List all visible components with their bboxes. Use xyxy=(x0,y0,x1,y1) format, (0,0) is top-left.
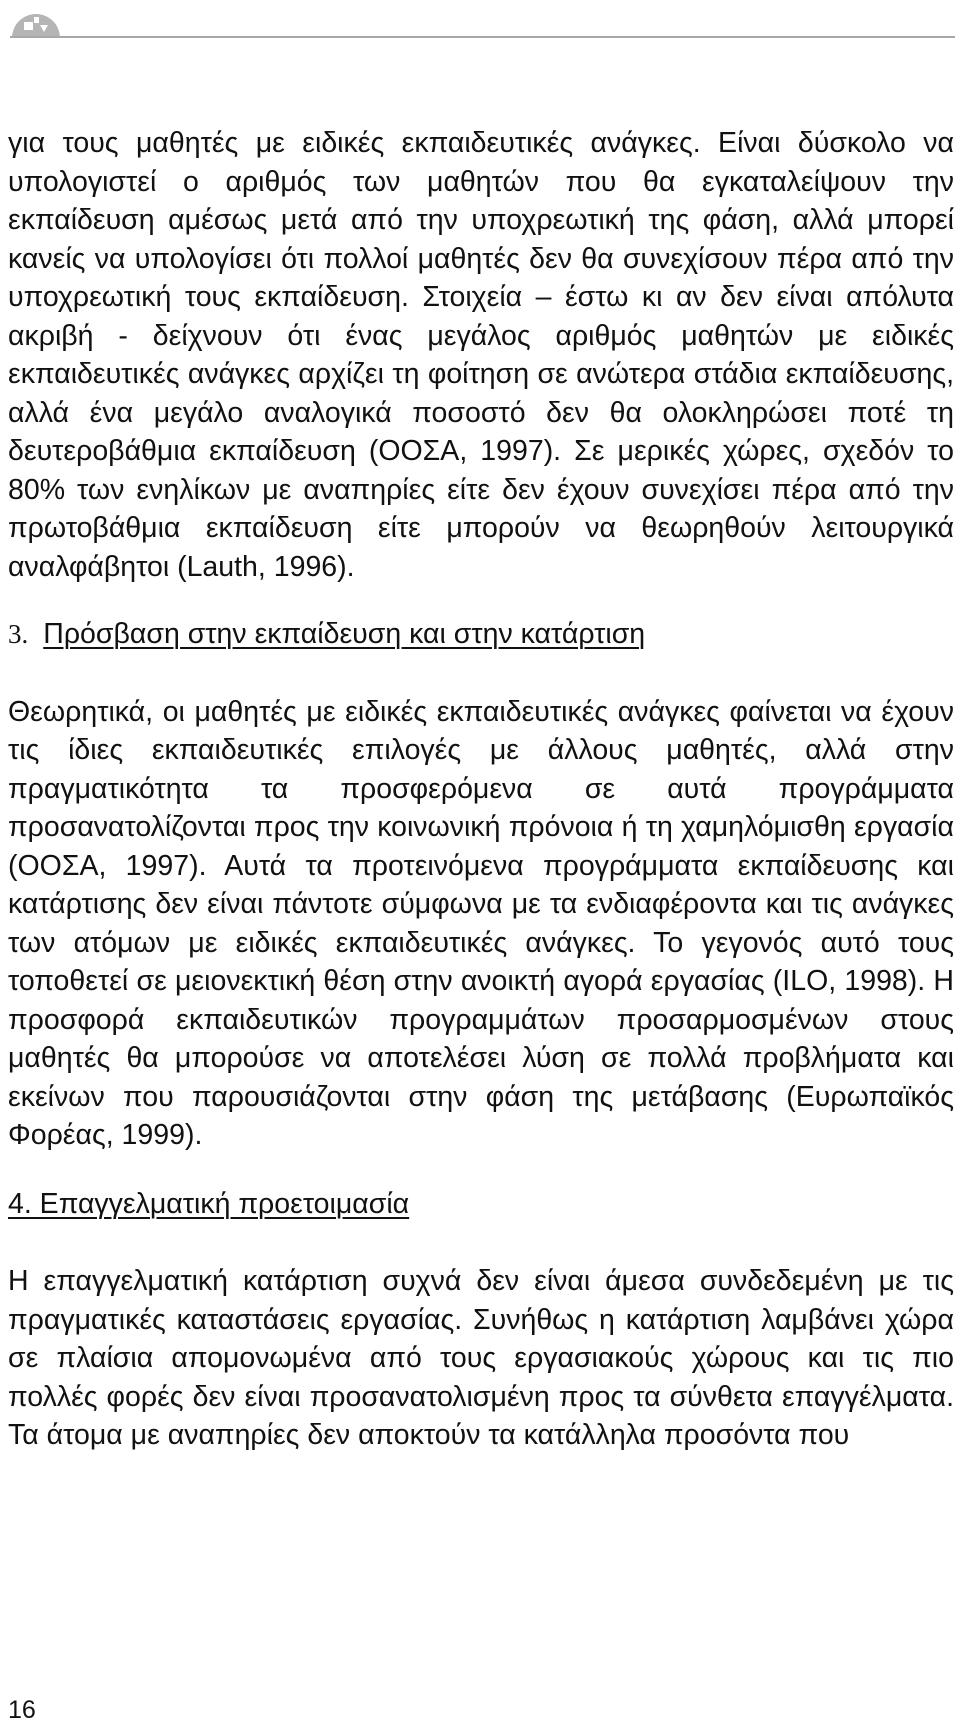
paragraph-1: για τους μαθητές με ειδικές εκπαιδευτικές ανάγκες. Είναι δύσκολο να υπολογιστεί ο αριθμός των μαθητών που θα εγκαταλείψουν την εκπαίδευση αμέσως μετά από την υποχρεωτική της φάση, αλλά μπορεί κανείς να υπολογίσει ότι πολλοί μαθητές δεν θα συνεχίσουν πέρα από την υποχρεωτική τους εκπαίδευση. Στοιχεία – έστω κι αν δεν είναι απόλυτα ακριβή - δείχνουν ότι ένας μεγάλος αριθμός μαθητών με ειδικές εκπαιδευτικές ανάγκες αρχίζει τη φοίτηση σε ανώτερα στάδια εκπαίδευσης, αλλά ένα μεγάλο αναλογικά ποσοστό δεν θα ολοκληρώσει ποτέ τη δευτεροβάθμια εκπαίδευση (ΟΟΣΑ, 1997). Σε μερικές χώρες, σχεδόν το 80% των ενηλίκων με αναπηρίες είτε δεν έχουν συνεχίσει πέρα από την πρωτοβάθμια εκπαίδευση είτε μπορούν να θεωρηθούν λειτουργικά αναλφάβητοι (Lauth, 1996). xyxy=(8,127,954,583)
paragraph-3: Η επαγγελματική κατάρτιση συχνά δεν είναι άμεσα συνδεδεμένη με τις πραγματικές καταστάσεις εργασίας. Συνήθως η κατάρτιση λαμβάνει χώρα σε πλαίσια απομονωμένα από τους εργασιακούς χώρους και τις πιο πολλές φορές δεν είναι προσανατολισμένη προς τα σύνθετα επαγγέλματα. Τα άτομα με αναπηρίες δεν αποκτούν τα κατάλληλα προσόντα που xyxy=(8,1265,954,1451)
section-3-title: Πρόσβαση στην εκπαίδευση και στην κατάρτιση xyxy=(43,618,646,650)
page-number: 16 xyxy=(8,1696,36,1724)
header-logo-icon xyxy=(10,12,62,38)
document-body xyxy=(8,124,954,1455)
section-3-heading xyxy=(8,615,954,654)
section-3-number: 3. xyxy=(8,619,29,649)
header-divider xyxy=(10,36,955,38)
section-4-title: 4. Επαγγελματική προετοιμασία xyxy=(8,1187,410,1220)
section-4-heading xyxy=(8,1185,954,1224)
paragraph-2: Θεωρητικά, οι μαθητές με ειδικές εκπαιδευτικές ανάγκες φαίνεται να έχουν τις ίδιες εκπαιδευτικές επιλογές με άλλους μαθητές, αλλά στην πραγματικότητα τα προσφερόμενα σε αυτά προγράμματα προσανατολίζονται προς την κοινωνική πρόνοια ή τη χαμηλόμισθη εργασία (ΟΟΣΑ, 1997). Αυτά τα προτεινόμενα προγράμματα εκπαίδευσης και κατάρτισης δεν είναι πάντοτε σύμφωνα με τα ενδιαφέροντα και τις ανάγκες των ατόμων με ειδικές εκπαιδευτικές ανάγκες. Το γεγονός αυτό τους τοποθετεί σε μειονεκτική θέση στην ανοικτή αγορά εργασίας (ILO, 1998). Η προσφορά εκπαιδευτικών προγραμμάτων προσαρμοσμένων στους μαθητές θα μπορούσε να αποτελέσει λύση σε πολλά προβλήματα και εκείνων που παρουσιάζονται στην φάση της μετάβασης (Ευρωπαϊκός Φορέας, 1999). xyxy=(8,695,954,1151)
